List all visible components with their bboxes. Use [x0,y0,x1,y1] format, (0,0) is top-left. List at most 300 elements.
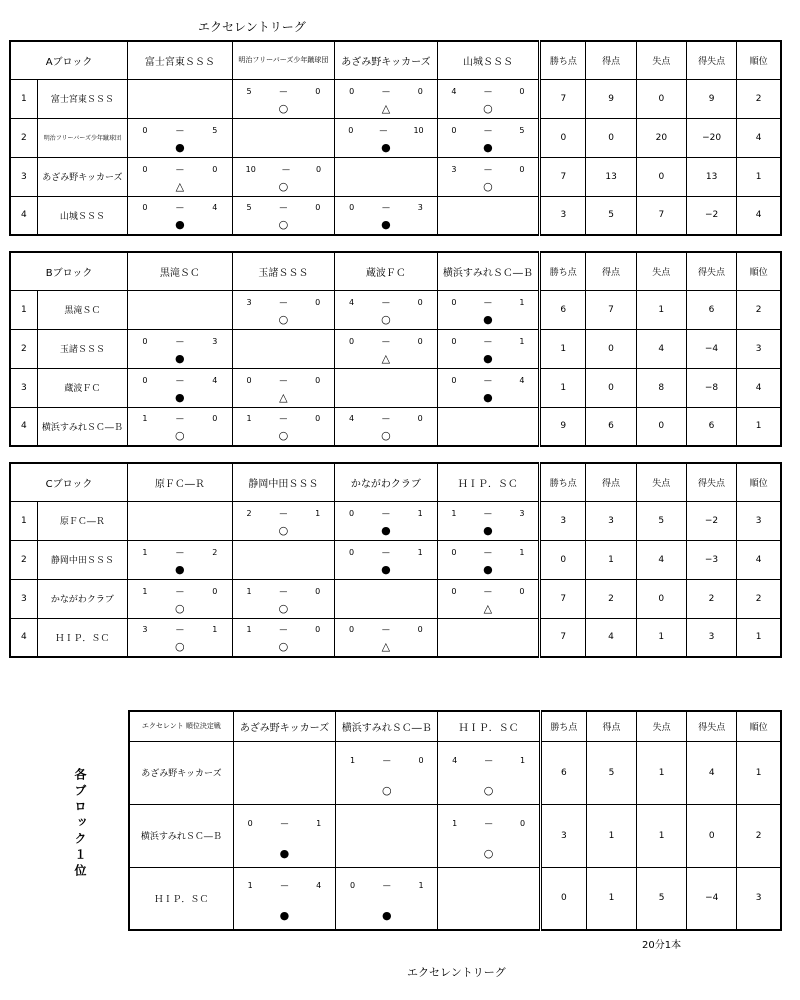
score-against: 1 [316,818,322,828]
result-symbol: ● [381,140,391,154]
stat-value: −4 [686,329,736,368]
result-symbol: ○ [278,429,289,443]
score-for: 0 [142,203,148,213]
stat-header: 得点 [586,711,636,741]
stat-value: 7 [636,196,686,235]
diagonal-empty-cell [233,741,335,804]
result-symbol: ● [175,140,185,154]
score-dash: — [483,164,492,174]
row-number: 2 [10,118,37,157]
row-number: 3 [10,368,37,407]
score-against: 0 [315,414,321,424]
result-symbol: ● [483,390,493,404]
score-dash: — [175,375,184,385]
score-against: 1 [417,547,423,557]
match-result-cell [128,118,233,157]
stat-value: 4 [737,368,781,407]
stat-value: 1 [586,804,636,867]
stat-value: 0 [636,79,686,118]
diagonal-empty-cell [437,407,540,446]
result-symbol: ○ [175,429,185,443]
score-for: 4 [451,86,457,96]
stat-value: 6 [540,741,586,804]
match-score [128,414,232,423]
stat-value: 3 [737,867,781,930]
match-result-cell [335,118,438,157]
result-symbol: ○ [278,312,289,326]
score-for: 1 [142,586,148,596]
opponent-header: 玉諸ＳＳＳ [232,252,335,290]
score-for: 5 [246,86,252,96]
final-table [128,710,782,931]
stat-header: 失点 [637,711,687,741]
match-score [438,376,539,385]
score-for: 2 [246,508,252,518]
row-number: 2 [10,540,37,579]
score-against: 3 [212,336,218,346]
table-row [10,157,781,196]
result-symbol: ● [175,351,185,365]
score-for: 1 [451,508,457,518]
team-name: 明治フリーバーズ少年蹴球団 [37,118,127,157]
match-score [438,165,539,174]
match-score [128,165,232,174]
score-for: 0 [349,625,355,635]
table-row [10,368,781,407]
score-dash: — [175,586,184,596]
match-score [128,376,232,385]
stat-value: 0 [586,329,636,368]
stat-value: 2 [737,579,781,618]
result-symbol: ○ [278,179,289,193]
score-for: 0 [247,818,253,828]
score-dash: — [279,586,288,596]
row-number: 1 [10,501,37,540]
score-against: 3 [417,203,423,213]
match-score [438,548,539,557]
score-dash: — [483,375,492,385]
score-against: 0 [212,586,218,596]
match-result-cell [233,867,335,930]
match-score [335,87,437,96]
block-name: Bブロック [10,252,128,290]
score-against: 0 [315,203,321,213]
result-symbol: ○ [483,101,493,115]
score-against: 5 [519,125,525,135]
stat-value: 3 [737,329,781,368]
stat-value: 1 [540,368,586,407]
table-header-row [10,252,781,290]
match-result-cell [128,329,233,368]
score-against: 5 [212,125,218,135]
stat-value: 4 [636,329,686,368]
row-number: 3 [10,579,37,618]
match-score [233,298,335,307]
table-row [10,329,781,368]
row-number: 4 [10,407,37,446]
stat-value: 0 [540,118,586,157]
team-name: 横浜すみれＳＣ―Ｂ [129,804,233,867]
stat-header: 勝ち点 [540,463,586,501]
score-dash: — [279,86,288,96]
stat-header: 得点 [586,41,636,79]
match-score [233,376,335,385]
stat-value: 1 [737,741,781,804]
team-name: 横浜すみれＳＣ―Ｂ [37,407,127,446]
match-result-cell [232,501,335,540]
stat-value: 4 [687,741,737,804]
stat-header: 失点 [636,463,686,501]
opponent-header: 横浜すみれＳＣ―Ｂ [336,711,438,741]
score-against: 0 [315,375,321,385]
score-for: 1 [246,625,252,635]
table-row [10,118,781,157]
stat-value: 1 [737,407,781,446]
opponent-header: あざみ野キッカーズ [233,711,335,741]
match-score [438,298,539,307]
score-for: 0 [451,547,457,557]
stat-value: 1 [637,741,687,804]
stat-value: 9 [540,407,586,446]
team-name: 富士宮東ＳＳＳ [37,79,127,118]
opponent-header: 富士宮東ＳＳＳ [128,41,233,79]
stat-value: 1 [737,157,781,196]
match-score [438,587,539,596]
score-for: 0 [246,375,252,385]
score-dash: — [280,881,289,891]
stat-value: 2 [586,579,636,618]
score-dash: — [175,547,184,557]
stat-value: 0 [636,157,686,196]
stat-header: 順位 [737,711,781,741]
stat-header: 得点 [586,463,636,501]
stat-value: −20 [686,118,736,157]
stat-value: 5 [586,196,636,235]
score-against: 0 [519,86,525,96]
match-result-cell [128,540,233,579]
stat-value: 0 [687,804,737,867]
table-header-row [129,711,781,741]
score-for: 0 [451,586,457,596]
score-for: 0 [349,203,355,213]
opponent-header: 黒滝ＳＣ [128,252,233,290]
stat-value: 1 [637,804,687,867]
opponent-header: ＨＩＰ．ＳＣ [438,711,540,741]
result-symbol: △ [381,640,391,654]
score-dash: — [175,203,184,213]
result-symbol: ● [175,562,185,576]
stat-header: 失点 [636,252,686,290]
match-result-cell [128,368,233,407]
score-dash: — [379,125,388,135]
score-dash: — [280,818,289,828]
diagonal-empty-cell [336,804,438,867]
score-for: 0 [142,125,148,135]
match-result-cell [437,290,540,329]
row-number: 3 [10,157,37,196]
diagonal-empty-cell [335,368,438,407]
result-symbol: ○ [483,783,494,797]
stat-value: 4 [737,196,781,235]
match-score [233,587,335,596]
score-against: 1 [519,336,525,346]
result-symbol: ● [483,140,493,154]
match-score [438,126,539,135]
result-symbol: ● [483,562,493,576]
opponent-header: 横浜すみれＳＣ―Ｂ [437,252,540,290]
stat-value: 3 [686,618,736,657]
stat-value: 0 [586,118,636,157]
stat-header: 勝ち点 [540,252,586,290]
score-against: 0 [212,414,218,424]
result-symbol: ● [279,909,290,923]
score-for: 0 [142,375,148,385]
stat-value: 0 [540,867,586,930]
match-score [335,625,437,634]
stat-value: 9 [686,79,736,118]
score-dash: — [279,203,288,213]
result-symbol: ○ [278,523,289,537]
match-score [438,756,538,765]
match-score [128,548,232,557]
score-for: 0 [349,86,355,96]
result-symbol: △ [175,179,185,193]
match-score [234,881,335,890]
score-dash: — [484,818,493,828]
league-table [9,462,782,658]
score-against: 0 [519,164,525,174]
row-number: 1 [10,290,37,329]
match-score [128,126,232,135]
score-against: 1 [212,625,218,635]
result-symbol: ○ [278,218,289,232]
result-symbol: ● [483,351,493,365]
stat-value: 1 [540,329,586,368]
score-dash: — [279,297,288,307]
match-score [233,625,335,634]
score-for: 3 [142,625,148,635]
score-dash: — [175,625,184,635]
stat-value: 0 [636,407,686,446]
stat-value: 1 [636,290,686,329]
score-for: 5 [246,203,252,213]
score-for: 3 [246,297,252,307]
score-for: 1 [246,414,252,424]
stat-value: 1 [586,540,636,579]
score-against: 0 [315,625,321,635]
stat-value: −4 [687,867,737,930]
score-against: 4 [519,375,525,385]
stat-value: −2 [686,196,736,235]
result-symbol: △ [279,390,288,404]
score-against: 2 [212,547,218,557]
stat-value: 3 [737,501,781,540]
match-score [128,625,232,634]
table-row [10,196,781,235]
score-for: 0 [142,164,148,174]
match-result-cell [232,79,335,118]
score-against: 0 [417,297,423,307]
table-row [10,290,781,329]
result-symbol: ● [483,312,493,326]
final-name: エクセレント 順位決定戦 [129,711,233,741]
team-name: あざみ野キッカーズ [129,741,233,804]
score-for: 0 [451,297,457,307]
score-dash: — [381,547,390,557]
stat-value: −3 [686,540,736,579]
diagonal-empty-cell [335,157,438,196]
match-result-cell [335,540,438,579]
final-side-label: 各ブロック１位 [73,768,87,880]
score-for: 4 [349,297,355,307]
stat-value: 13 [686,157,736,196]
row-number: 1 [10,79,37,118]
score-for: 10 [245,164,256,174]
league-table [9,251,782,447]
team-name: 玉諸ＳＳＳ [37,329,127,368]
match-result-cell [335,290,438,329]
row-number: 4 [10,618,37,657]
match-score [335,548,437,557]
match-result-cell [335,329,438,368]
score-against: 0 [315,86,321,96]
team-name: ＨＩＰ．ＳＣ [37,618,127,657]
score-dash: — [279,508,288,518]
result-symbol: ○ [381,783,392,797]
match-score [233,509,335,518]
table-row [10,579,781,618]
result-symbol: ● [381,523,391,537]
match-result-cell [335,618,438,657]
result-symbol: △ [483,601,493,615]
score-dash: — [483,547,492,557]
stat-value: 7 [540,618,586,657]
score-against: 1 [417,508,423,518]
score-dash: — [483,336,492,346]
score-for: 0 [349,336,355,346]
stat-header: 順位 [737,463,781,501]
match-result-cell [437,368,540,407]
score-for: 1 [246,586,252,596]
opponent-header: 静岡中田ＳＳＳ [232,463,335,501]
opponent-header: 明治フリーバーズ少年蹴球団 [232,41,335,79]
score-dash: — [483,586,492,596]
team-name: 黒滝ＳＣ [37,290,127,329]
opponent-header: ＨＩＰ．ＳＣ [437,463,540,501]
team-name: あざみ野キッカーズ [37,157,127,196]
result-symbol: ○ [278,601,289,615]
stat-value: 7 [540,157,586,196]
score-for: 3 [451,164,457,174]
match-result-cell [232,407,335,446]
stat-value: 0 [540,540,586,579]
score-for: 0 [349,547,355,557]
score-dash: — [484,755,493,765]
stat-value: 8 [636,368,686,407]
row-number: 4 [10,196,37,235]
stat-value: 3 [540,196,586,235]
table-row [129,804,781,867]
stat-value: 2 [686,579,736,618]
diagonal-empty-cell [128,290,233,329]
score-dash: — [483,86,492,96]
match-result-cell [128,407,233,446]
score-dash: — [175,414,184,424]
score-for: 0 [349,881,356,891]
diagonal-empty-cell [232,540,335,579]
score-against: 4 [316,881,322,891]
score-dash: — [381,86,390,96]
match-result-cell [336,741,438,804]
opponent-header: かながわクラブ [335,463,438,501]
score-dash: — [382,881,391,891]
score-dash: — [279,414,288,424]
diagonal-empty-cell [232,118,335,157]
bottom-title: エクセレントリーグ [407,966,506,979]
league-table [9,40,782,236]
stat-value: 9 [586,79,636,118]
match-result-cell [437,540,540,579]
score-for: 1 [452,818,458,828]
table-row [10,618,781,657]
table-row [10,79,781,118]
score-for: 1 [349,755,356,765]
opponent-header: 山城ＳＳＳ [437,41,540,79]
table-header-row [10,463,781,501]
stat-value: 2 [737,79,781,118]
score-against: 1 [315,508,321,518]
score-against: 1 [418,881,424,891]
score-dash: — [381,625,390,635]
match-result-cell [437,329,540,368]
match-result-cell [232,157,335,196]
stat-value: 13 [586,157,636,196]
score-dash: — [175,336,184,346]
match-result-cell [232,196,335,235]
opponent-header: 原ＦＣ―Ｒ [128,463,233,501]
match-result-cell [232,579,335,618]
stat-header: 順位 [737,41,781,79]
match-result-cell [232,368,335,407]
stat-header: 順位 [737,252,781,290]
team-name: 静岡中田ＳＳＳ [37,540,127,579]
stat-header: 得失点 [687,711,737,741]
stat-value: 4 [586,618,636,657]
result-symbol: ● [175,390,185,404]
result-symbol: △ [381,101,391,115]
result-symbol: ● [381,218,391,232]
score-dash: — [382,755,391,765]
diagonal-empty-cell [438,867,540,930]
team-name: 蔵波ＦＣ [37,368,127,407]
stat-header: 失点 [636,41,686,79]
result-symbol: ● [381,909,392,923]
match-result-cell [128,579,233,618]
score-against: 4 [212,203,218,213]
match-result-cell [128,618,233,657]
stat-value: 1 [737,618,781,657]
match-score [335,298,437,307]
team-name: かながわクラブ [37,579,127,618]
opponent-header: あざみ野キッカーズ [335,41,438,79]
match-score [128,587,232,596]
stat-header: 得失点 [686,41,736,79]
stat-value: 4 [636,540,686,579]
result-symbol: ○ [278,640,289,654]
score-against: 0 [519,586,525,596]
result-symbol: ● [483,523,493,537]
stat-value: 3 [540,501,586,540]
